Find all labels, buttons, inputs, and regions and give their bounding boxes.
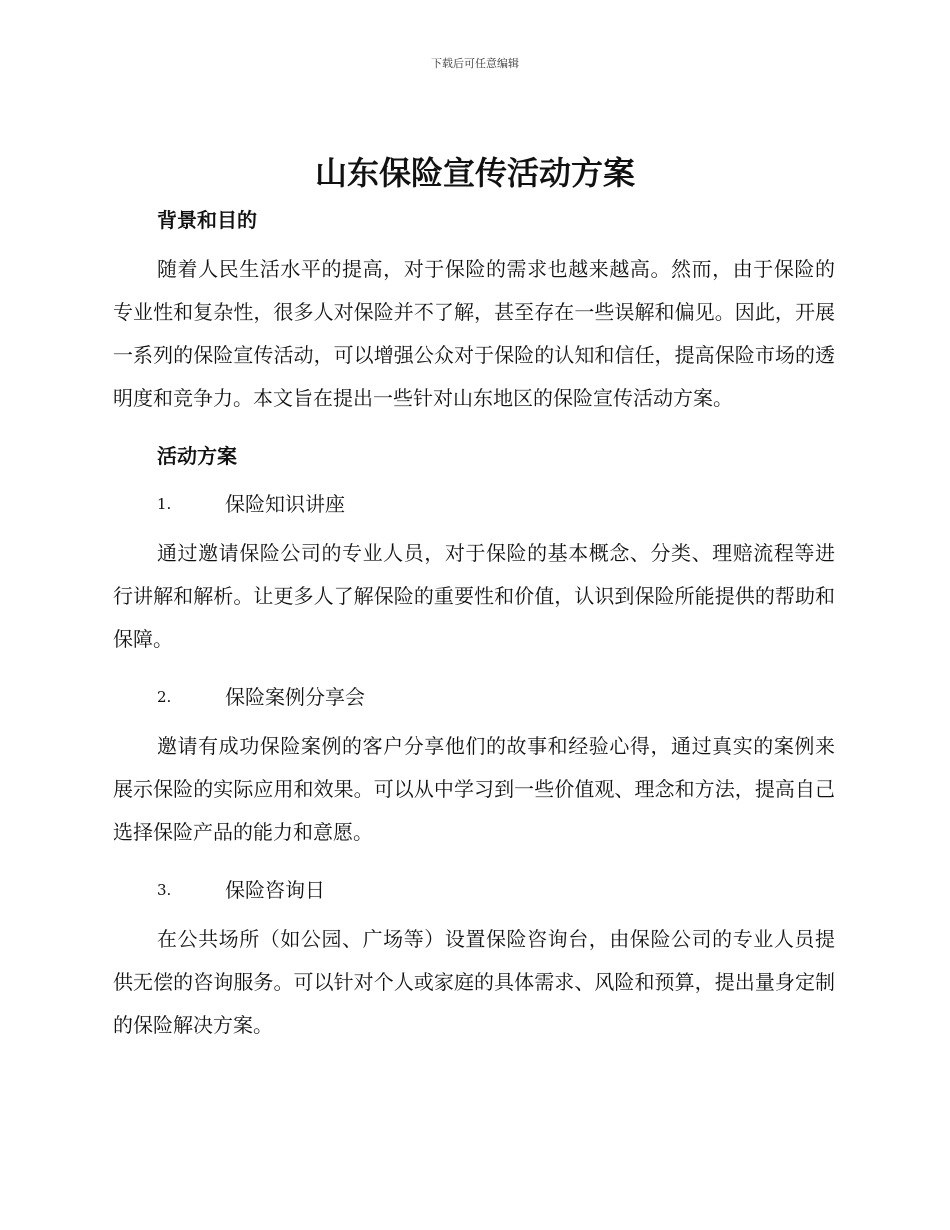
list-item-number: 2. — [157, 688, 172, 706]
section-heading-background: 背景和目的 — [157, 208, 257, 232]
list-item-number: 1. — [157, 495, 172, 513]
item-3-paragraph: 在公共场所（如公园、广场等）设置保险咨询台，由保险公司的专业人员提供无偿的咨询服务。可以针对个人或家庭的具体需求、风险和预算，提出量身定制的保险解决方案。 — [113, 927, 835, 1037]
list-item-label: 保险咨询日 — [225, 878, 325, 902]
item-2-paragraph: 邀请有成功保险案例的客户分享他们的故事和经验心得，通过真实的案例来展示保险的实际应用和效果。可以从中学习到一些价值观、理念和方法，提高自己选择保险产品的能力和意愿。 — [113, 734, 835, 844]
list-item-label: 保险知识讲座 — [225, 492, 345, 516]
list-item-3 — [113, 870, 835, 910]
list-item-label: 保险案例分享会 — [225, 685, 365, 709]
section-heading-plan: 活动方案 — [157, 444, 237, 468]
document-title: 山东保险宣传活动方案 — [314, 154, 635, 192]
list-item-2 — [113, 677, 835, 717]
background-paragraph: 随着人民生活水平的提高，对于保险的需求也越来越高。然而，由于保险的专业性和复杂性，很多人对保险并不了解，甚至存在一些误解和偏见。因此，开展一系列的保险宣传活动，可以增强公众对于保险的认知和信任，提高保险市场的透明度和竞争力。本文旨在提出一些针对山东地区的保险宣传活动方案。 — [113, 257, 835, 410]
document-body — [113, 200, 835, 1047]
header-note: 下载后可任意编辑 — [431, 57, 519, 70]
list-item-1 — [113, 484, 835, 524]
list-item-number: 3. — [157, 881, 172, 899]
item-1-paragraph: 通过邀请保险公司的专业人员，对于保险的基本概念、分类、理赔流程等进行讲解和解析。让更多人了解保险的重要性和价值，认识到保险所能提供的帮助和保障。 — [113, 541, 835, 651]
